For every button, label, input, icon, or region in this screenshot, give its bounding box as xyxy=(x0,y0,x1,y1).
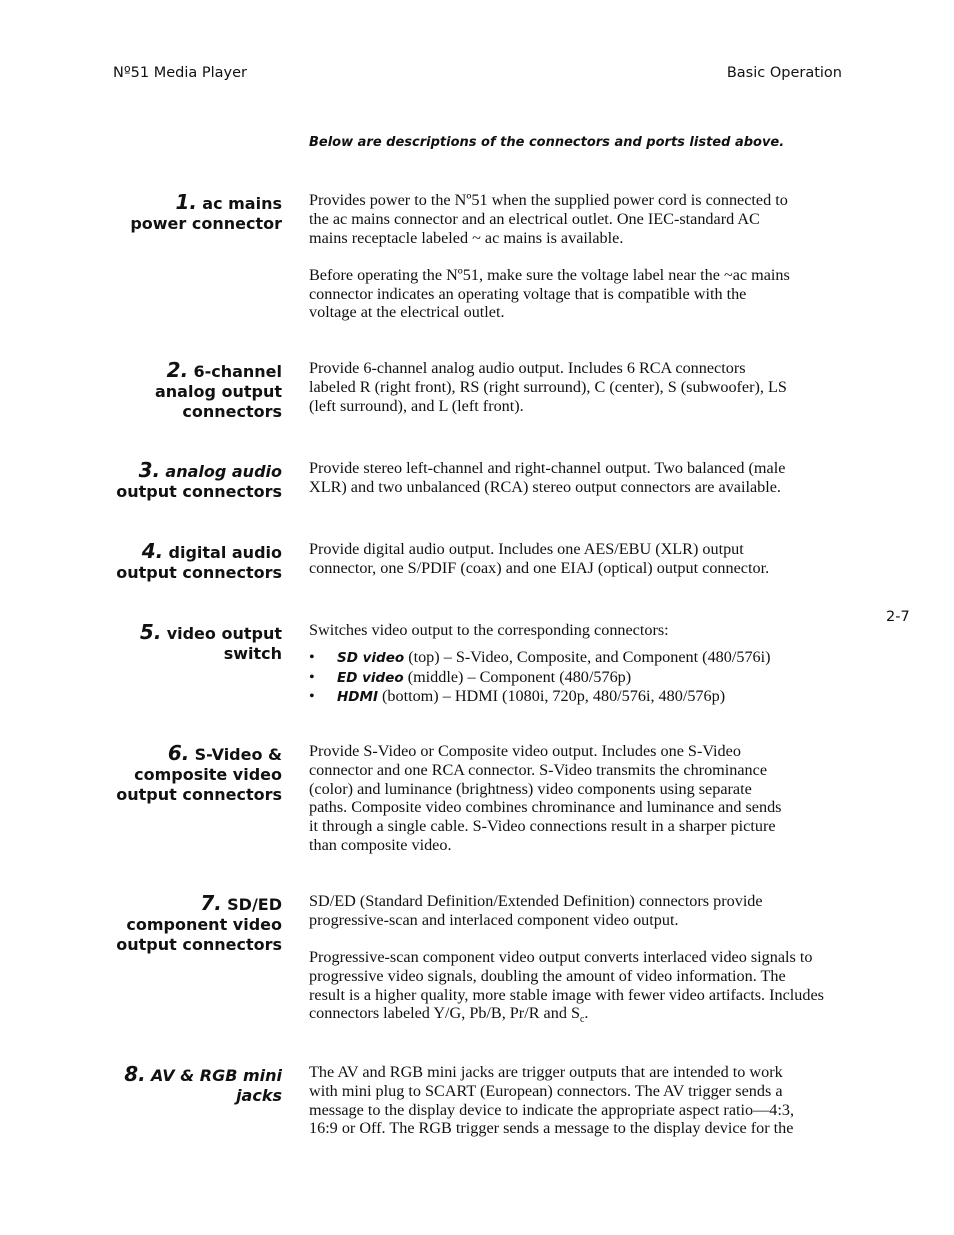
paragraph xyxy=(309,621,849,640)
text-line: paths. Composite video combines chrominance and luminance and sends xyxy=(309,798,782,817)
text-line: Provide digital audio output. Includes one AES/EBU (XLR) output xyxy=(309,540,744,558)
section-number: 5. xyxy=(139,620,162,644)
bullet-term: HDMI xyxy=(337,689,378,706)
text-line-end: . xyxy=(584,1004,589,1023)
list-item xyxy=(309,648,849,668)
paragraph xyxy=(309,742,849,855)
section-title-line: video output xyxy=(166,624,282,643)
paragraph xyxy=(309,1063,849,1138)
section-title-line: analog audio xyxy=(165,462,282,481)
text-line: Provide 6-channel analog audio output. Includes 6 RCA connectors xyxy=(309,359,746,377)
section-title-line: output connectors xyxy=(116,482,282,501)
text-line: the ac mains connector and an electrical outlet. One IEC-standard AC xyxy=(309,209,760,228)
section-title-line: power connector xyxy=(130,214,282,233)
bullet-icon: • xyxy=(309,667,315,686)
list-item xyxy=(309,687,849,707)
text-line: labeled R (right front), RS (right surround), C (center), S (subwoofer), LS xyxy=(309,377,787,396)
section-title-line: analog output xyxy=(154,382,282,401)
list-item xyxy=(309,668,849,688)
text-line: (color) and luminance (brightness) video components using separate xyxy=(309,779,752,798)
paragraph xyxy=(309,359,849,415)
section-title-line: output connectors xyxy=(116,563,282,582)
bullet-icon: • xyxy=(309,647,315,666)
bullet-term: SD video xyxy=(337,649,405,666)
section-title-line: component video xyxy=(126,915,282,934)
text-line: Provides power to the Nº51 when the supplied power cord is connected to xyxy=(309,191,788,209)
section-title-line: SD/ED xyxy=(227,895,282,914)
text-line: message to the display device to indicate the appropriate aspect ratio—4:3, xyxy=(309,1100,795,1119)
text-line: connector and one RCA connector. S-Video transmits the chrominance xyxy=(309,760,767,779)
bullet-list xyxy=(309,648,849,707)
text-line: XLR) and two unbalanced (RCA) stereo output connectors are available. xyxy=(309,477,781,496)
section-7-body xyxy=(309,892,849,1026)
paragraph xyxy=(309,948,849,1026)
text-line: with mini plug to SCART (European) connectors. The AV trigger sends a xyxy=(309,1081,783,1100)
text-line: SD/ED (Standard Definition/Extended Definition) connectors provide xyxy=(309,892,763,910)
section-title-line: ac mains xyxy=(202,194,282,213)
bullet-term: ED video xyxy=(337,669,404,686)
section-number: 3. xyxy=(138,458,161,482)
text-line: connectors labeled Y/G, Pb/B, Pr/R and S xyxy=(309,1004,580,1023)
section-1-body xyxy=(309,191,849,322)
section-title-line: 6-channel xyxy=(193,362,282,381)
text-line: Provide stereo left-channel and right-channel output. Two balanced (male xyxy=(309,459,786,477)
section-title-line: connectors xyxy=(182,402,282,421)
text-line: mains receptacle labeled ~ ac mains is available. xyxy=(309,228,624,247)
running-header-section: Basic Operation xyxy=(726,65,842,81)
section-6-heading xyxy=(116,743,282,805)
text-line: result is a higher quality, more stable image with fewer video artifacts. Includes xyxy=(309,985,824,1004)
text-line: The AV and RGB mini jacks are trigger outputs that are intended to work xyxy=(309,1063,783,1081)
text-line: progressive video signals, doubling the amount of video information. The xyxy=(309,966,786,985)
paragraph xyxy=(309,892,849,930)
text-line: connector, one S/PDIF (coax) and one EIAJ (optical) output connector. xyxy=(309,558,770,577)
bullet-text: (bottom) – HDMI (1080i, 720p, 480/576i, 480/576p) xyxy=(377,687,726,706)
section-title-line: S-Video & xyxy=(194,745,282,764)
paragraph xyxy=(309,540,849,578)
section-title-line: output connectors xyxy=(116,935,282,954)
section-1-heading xyxy=(130,192,282,234)
text-line: voltage at the electrical outlet. xyxy=(309,303,505,322)
section-number: 8. xyxy=(124,1062,146,1086)
section-title-line: AV & RGB mini xyxy=(150,1066,282,1085)
text-line: Switches video output to the corresponding connectors: xyxy=(309,621,669,639)
section-title-line: digital audio xyxy=(168,543,282,562)
text-line: (left surround), and L (left front). xyxy=(309,396,524,415)
text-line: Progressive-scan component video output converts interlaced video signals to xyxy=(309,948,813,967)
bullet-text: (top) – S-Video, Composite, and Component (480/576i) xyxy=(404,647,771,666)
section-8-body xyxy=(309,1063,849,1138)
paragraph xyxy=(309,191,849,247)
section-7-heading xyxy=(116,893,282,955)
text-line: progressive-scan and interlaced component video output. xyxy=(309,910,679,929)
paragraph xyxy=(309,266,849,322)
text-line: than composite video. xyxy=(309,835,452,854)
paragraph xyxy=(309,459,849,497)
section-5-body xyxy=(309,621,849,707)
section-2-body xyxy=(309,359,849,415)
intro-text: Below are descriptions of the connectors and ports listed above. xyxy=(309,135,785,150)
section-8-heading xyxy=(124,1064,282,1106)
page-number: 2-7 xyxy=(886,609,910,625)
section-6-body xyxy=(309,742,849,855)
text-line: it through a single cable. S-Video connections result in a sharper picture xyxy=(309,817,776,836)
section-number: 6. xyxy=(167,741,190,765)
section-4-body xyxy=(309,540,849,578)
section-title-line: switch xyxy=(223,644,282,663)
section-2-heading xyxy=(155,360,282,422)
section-5-heading xyxy=(140,622,282,664)
section-number: 4. xyxy=(141,539,164,563)
subscript: c xyxy=(579,1014,585,1026)
text-line: 16:9 or Off. The RGB trigger sends a message to the display device for the xyxy=(309,1119,794,1138)
section-number: 1. xyxy=(175,190,198,214)
section-4-heading xyxy=(116,541,282,583)
running-header-title: Nº51 Media Player xyxy=(113,65,248,81)
section-number: 7. xyxy=(200,891,222,915)
text-line: Provide S-Video or Composite video output. Includes one S-Video xyxy=(309,742,741,760)
section-title-line: jacks xyxy=(236,1086,282,1105)
bullet-icon: • xyxy=(309,687,315,706)
bullet-text: (middle) – Component (480/576p) xyxy=(403,667,632,686)
section-3-heading xyxy=(116,460,282,502)
section-3-body xyxy=(309,459,849,497)
text-line: connector indicates an operating voltage that is compatible with the xyxy=(309,284,747,303)
section-title-line: composite video xyxy=(134,765,282,784)
section-title-line: output connectors xyxy=(116,785,282,804)
text-line: Before operating the Nº51, make sure the voltage label near the ~ac mains xyxy=(309,265,790,284)
section-number: 2. xyxy=(166,358,189,382)
